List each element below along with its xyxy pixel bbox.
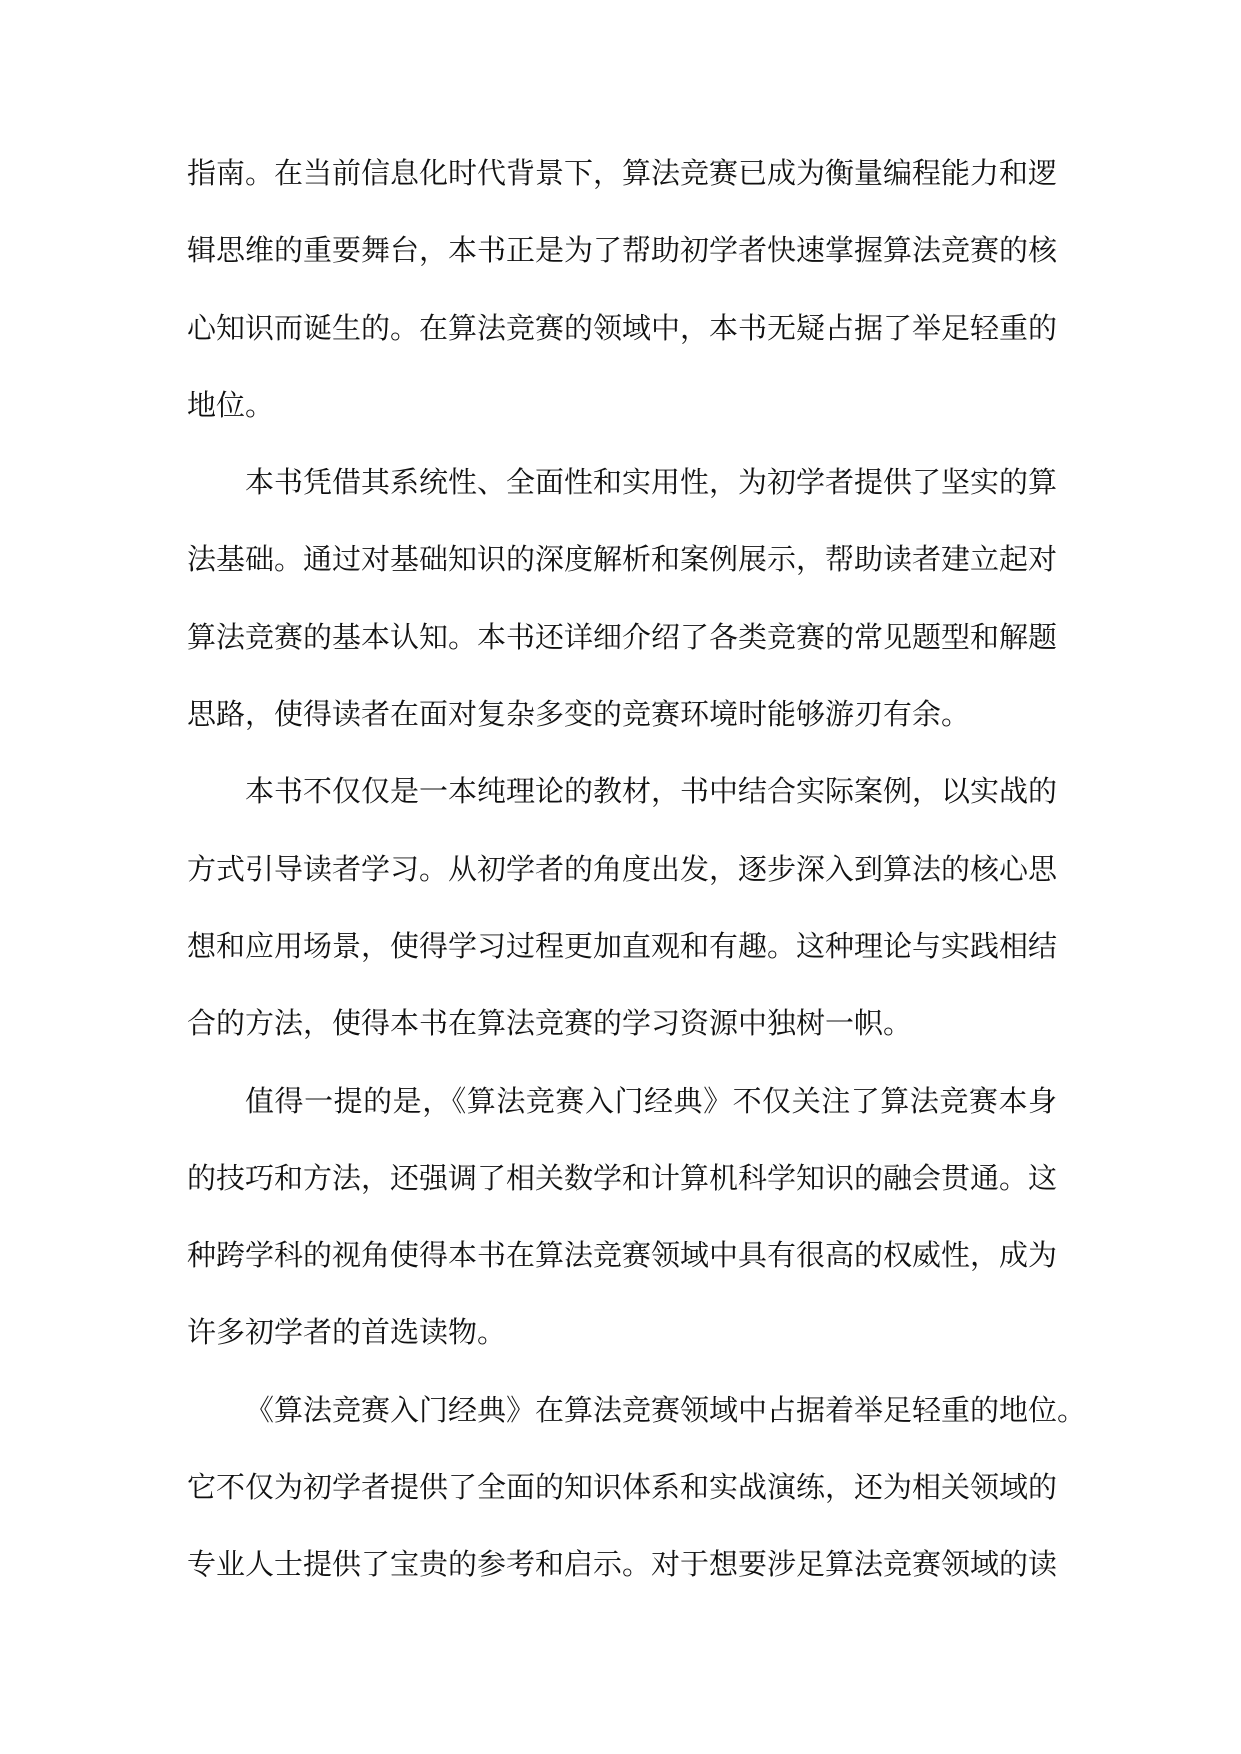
text-line: 指南。在当前信息化时代背景下，算法竞赛已成为衡量编程能力和逻 (187, 156, 1058, 190)
text-line: 它不仅为初学者提供了全面的知识体系和实战演练，还为相关领域的 (187, 1470, 1058, 1505)
text-line: 合的方法，使得本书在算法竞赛的学习资源中独树一帜。 (187, 1006, 913, 1041)
text-line: 辑思维的重要舞台，本书正是为了帮助初学者快速掌握算法竞赛的核 (187, 233, 1058, 268)
text-line: 方式引导读者学习。从初学者的角度出发，逐步深入到算法的核心思 (187, 851, 1058, 886)
text-line: 算法竞赛的基本认知。本书还详细介绍了各类竞赛的常见题型和解题 (187, 619, 1058, 654)
text-line: 的技巧和方法，还强调了相关数学和计算机科学知识的融会贯通。这 (187, 1160, 1058, 1195)
paragraph-first-line: 值得一提的是，《算法竞赛入门经典》不仅关注了算法竞赛本身 (245, 1083, 1057, 1118)
text-line: 种跨学科的视角使得本书在算法竞赛领域中具有很高的权威性，成为 (187, 1238, 1058, 1273)
body-text (187, 142, 1087, 1611)
text-line: 许多初学者的首选读物。 (187, 1315, 507, 1350)
text-line: 想和应用场景，使得学习过程更加直观和有趣。这种理论与实践相结 (187, 928, 1058, 963)
text-line: 地位。 (187, 387, 275, 422)
text-line: 专业人士提供了宝贵的参考和启示。对于想要涉足算法竞赛领域的读 (187, 1547, 1058, 1582)
paragraph-first-line: 《算法竞赛入门经典》在算法竞赛领域中占据着举足轻重的地位。 (245, 1392, 1087, 1427)
text-line: 法基础。通过对基础知识的深度解析和案例展示，帮助读者建立起对 (187, 542, 1058, 577)
paragraph-first-line: 本书凭借其系统性、全面性和实用性，为初学者提供了坚实的算 (245, 465, 1058, 500)
text-line: 思路，使得读者在面对复杂多变的竞赛环境时能够游刃有余。 (187, 697, 971, 732)
paragraph-first-line: 本书不仅仅是一本纯理论的教材，书中结合实际案例，以实战的 (245, 774, 1058, 809)
text-line: 心知识而诞生的。在算法竞赛的领域中，本书无疑占据了举足轻重的 (187, 310, 1058, 345)
